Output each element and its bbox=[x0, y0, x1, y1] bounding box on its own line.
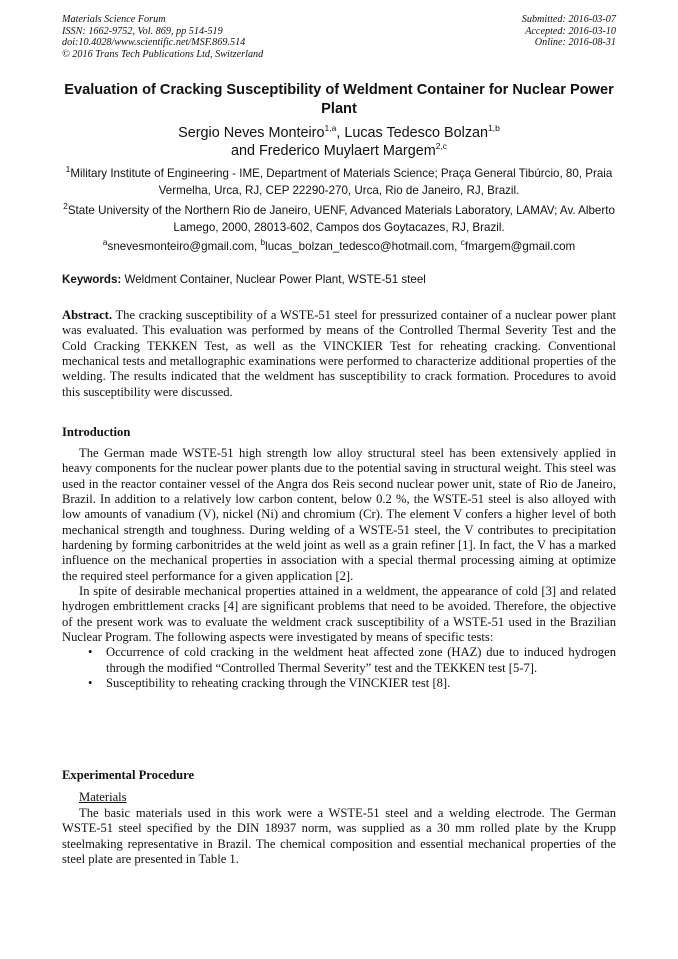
author-separator: , bbox=[336, 125, 345, 141]
subsection-heading-materials: Materials bbox=[79, 790, 127, 804]
author-conjunction: and bbox=[230, 143, 259, 159]
email-marker: a bbox=[102, 237, 108, 248]
bullet-icon: • bbox=[88, 676, 93, 691]
section-heading-experimental: Experimental Procedure bbox=[62, 768, 195, 782]
keywords-text: Weldment Container, Nuclear Power Plant, WSTE-51 steel bbox=[121, 273, 426, 286]
date-submitted: Submitted: 2016-03-07 bbox=[521, 14, 616, 25]
affiliation-2 bbox=[62, 203, 616, 236]
section-heading-introduction: Introduction bbox=[62, 425, 131, 439]
bullet-list bbox=[62, 645, 616, 691]
journal-copyright: © 2016 Trans Tech Publications Ltd, Switzerland bbox=[62, 48, 264, 60]
author-affiliation-marker: 2,c bbox=[435, 141, 448, 152]
introduction-body bbox=[62, 446, 616, 692]
list-item bbox=[62, 676, 616, 691]
date-accepted: Accepted: 2016-03-10 bbox=[525, 25, 616, 37]
abstract bbox=[62, 308, 616, 400]
list-item bbox=[62, 645, 616, 676]
affiliation-1 bbox=[62, 166, 616, 199]
list-item-text: Susceptibility to reheating cracking through the VINCKIER test [8]. bbox=[106, 676, 451, 691]
paragraph: The basic materials used in this work were a WSTE-51 steel and a welding electrode. The German WSTE-51 steel specified by the DIN 18937 norm, was supplied as a 30 mm rolled plate by the Krupp steelmaking representative in Brazil. The chemical composition and essential mechanical properties of the steel plate are presented in Table 1. bbox=[62, 806, 616, 867]
email-marker: b bbox=[260, 237, 266, 248]
email-link[interactable]: snevesmonteiro@gmail.com, bbox=[107, 240, 261, 253]
publication-dates bbox=[416, 14, 616, 49]
author-affiliation-marker: 1,b bbox=[488, 123, 500, 134]
materials-body bbox=[62, 806, 616, 867]
email-link[interactable]: lucas_bolzan_tedesco@hotmail.com, bbox=[265, 240, 461, 253]
abstract-label: Abstract. bbox=[62, 308, 113, 322]
paper-title: Evaluation of Cracking Susceptibility of Weldment Container for Nuclear Power Plant bbox=[64, 82, 614, 117]
journal-name: Materials Science Forum bbox=[62, 14, 166, 25]
bullet-icon: • bbox=[88, 645, 93, 660]
author-affiliation-marker: 1,a bbox=[324, 123, 337, 134]
paragraph: In spite of desirable mechanical properties attained in a weldment, the appearance of cold [3] and related hydrogen embrittlement cracks [4] are significant problems that need to be avoided. Therefore, the objective of the present work was to evaluate the weldment crack susceptibility of a WSTE-51 used in the Brazilian Nuclear Program. The following aspects were investigated by means of specific tests: bbox=[62, 584, 616, 645]
date-online: Online: 2016-08-31 bbox=[534, 37, 616, 49]
affiliation-text: State University of the Northern Rio de Janeiro, UENF, Advanced Materials Laboratory, LAMAV; Av. Alberto Lamego, 2000, 28013-602, Campos dos Goytacazes, RJ, Brazil. bbox=[67, 204, 615, 234]
author-name: Frederico Muylaert Margem bbox=[258, 143, 436, 159]
affiliation-text: Military Institute of Engineering - IME, Department of Materials Science; Praça General Tibúrcio, 80, Praia Vermelha, Urca, RJ, CEP 22290-270, Urca, Rio de Janeiro, RJ, Brazil. bbox=[70, 167, 613, 197]
email-marker: c bbox=[460, 237, 465, 248]
author-name: Sergio Neves Monteiro bbox=[178, 125, 325, 141]
journal-info bbox=[62, 14, 382, 60]
keywords-label: Keywords: bbox=[62, 273, 122, 286]
abstract-text: The cracking susceptibility of a WSTE-51 steel for pressurized container of a nuclear power plant was evaluated. This evaluation was performed by means of the Controlled Thermal Severity Test and the Cold Cracking TEKKEN Test, as well as the VINCKIER Test for reheating cracking. Conventional mechanical tests and metallographic examinations were performed to characterize additional properties of the welding. The results indicated that the weldment has susceptibility to crack formation. Procedures to avoid this susceptibility were discussed. bbox=[62, 308, 616, 399]
author-list bbox=[62, 124, 616, 160]
journal-header bbox=[62, 14, 616, 60]
affiliation-number: 2 bbox=[63, 201, 68, 212]
affiliation-number: 1 bbox=[65, 164, 71, 175]
author-name: Lucas Tedesco Bolzan bbox=[344, 125, 489, 141]
list-item-text: Occurrence of cold cracking in the weldment heat affected zone (HAZ) due to induced hydrogen through the modified “Controlled Thermal Severity” test and the TEKKEN test [5-7]. bbox=[106, 645, 616, 675]
author-emails bbox=[62, 239, 616, 256]
paragraph: The German made WSTE-51 high strength low alloy structural steel has been extensively applied in heavy components for the nuclear power plants due to the potential saving in structural weight. This steel was used in the reactor container vessel of the Angra dos Reis second nuclear power unit, state of Rio de Janeiro, Brazil. In addition to a relatively low carbon content, below 0.2 %, the WSTE-51 steel is also alloyed with low amounts of vanadium (V), nickel (Ni) and chromium (Cr). The element V confers a higher level of both mechanical strength and toughness. During welding of a WSTE-51 steel, the V contributes to precipitation hardening by forming carbonitrides at the weld joint as well as a grain refiner [1]. In fact, the V has a marked influence on the mechanical properties in association with a special thermal processing aiming at optimize the required steel performance for a given application [2]. bbox=[62, 446, 616, 583]
email-link[interactable]: fmargem@gmail.com bbox=[464, 240, 576, 253]
keywords bbox=[62, 272, 616, 288]
journal-doi: doi:10.4028/www.scientific.net/MSF.869.514 bbox=[62, 37, 246, 49]
journal-issn: ISSN: 1662-9752, Vol. 869, pp 514-519 bbox=[62, 25, 223, 37]
